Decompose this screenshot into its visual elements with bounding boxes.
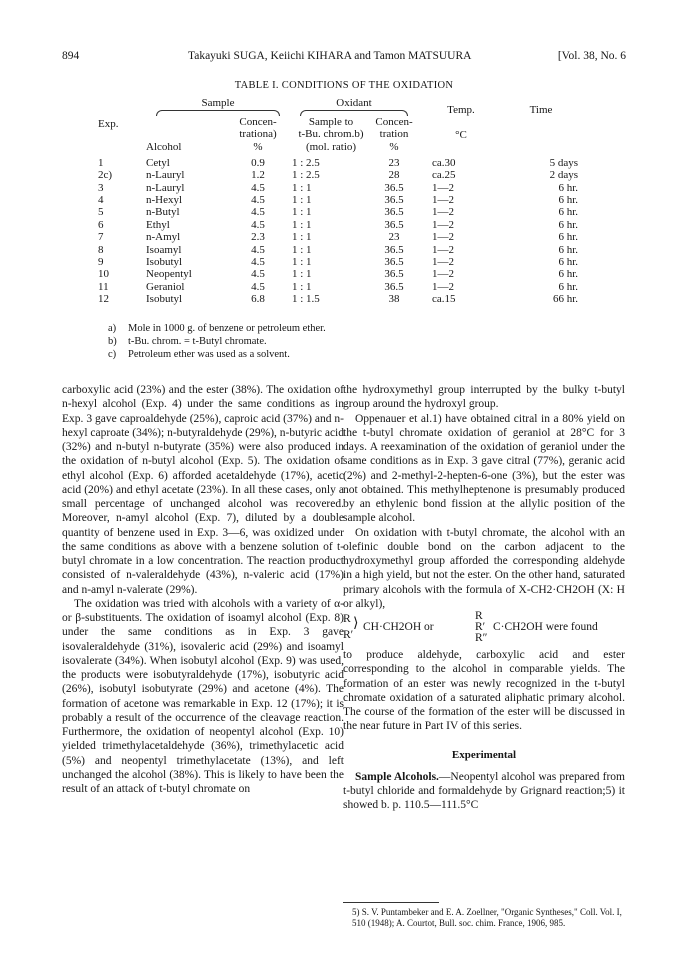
cell-alcohol: Geraniol <box>146 280 185 293</box>
cell-oxconc: 23 <box>388 231 400 244</box>
note-text: Mole in 1000 g. of benzene or petroleum ether. <box>128 323 326 334</box>
right-column <box>343 383 625 813</box>
cell-conc: 4.5 <box>251 280 265 293</box>
cell-oxconc: 36.5 <box>384 255 404 268</box>
cell-exp: 5 <box>98 206 104 219</box>
cell-alcohol: Isoamyl <box>146 243 182 256</box>
cell-temp: 1—2 <box>432 181 454 194</box>
cell-time: 6 hr. <box>558 243 578 256</box>
cell-oxconc: 36.5 <box>384 218 404 231</box>
cell-ratio: 1 : 1 <box>292 268 312 281</box>
col-header-exp: Exp. <box>98 118 119 131</box>
note-key: a) <box>108 323 117 334</box>
cell-conc: 4.5 <box>251 206 265 219</box>
cell-conc: 4.5 <box>251 218 265 231</box>
cell-exp: 6 <box>98 218 104 231</box>
cell-ratio: 1 : 1 <box>292 181 312 194</box>
cell-exp: 7 <box>98 231 104 244</box>
cell-conc: 0.9 <box>251 156 265 169</box>
cell-alcohol: n-Amyl <box>146 231 181 244</box>
cell-temp: 1—2 <box>432 255 454 268</box>
cell-time: 6 hr. <box>558 181 578 194</box>
cell-temp: ca.15 <box>432 293 456 306</box>
running-head-authors: Takayuki SUGA, Keiichi KIHARA and Tamon MATSUURA <box>188 50 472 62</box>
paragraph: On oxidation with t-butyl chromate, the alcohol with an olefinic double bond on the carbon adjacent to the hydroxymethyl group afforded the corresponding aldehyde in a high yield, but not the ester. On the other hand, saturated primary alcohols with the formula of X-CH2·CH2OH (X: H or alkyl), <box>343 526 625 610</box>
cell-ratio: 1 : 2.5 <box>292 156 320 169</box>
table-row <box>98 256 578 268</box>
cell-temp: 1—2 <box>432 268 454 281</box>
cell-oxconc: 36.5 <box>384 280 404 293</box>
footnote-rule <box>343 902 439 903</box>
table-row <box>98 219 578 231</box>
cell-oxconc: 36.5 <box>384 268 404 281</box>
cell-temp: 1—2 <box>432 193 454 206</box>
cell-time: 6 hr. <box>558 280 578 293</box>
cell-exp: 12 <box>98 293 109 306</box>
cell-exp: 9 <box>98 255 104 268</box>
page-number: 894 <box>62 50 80 62</box>
table-notes <box>108 322 326 362</box>
oxidation-conditions-table <box>98 97 578 306</box>
table-title: TABLE I. CONDITIONS OF THE OXIDATION <box>234 80 454 91</box>
cell-ratio: 1 : 2.5 <box>292 169 320 182</box>
cell-time: 6 hr. <box>558 193 578 206</box>
cell-temp: ca.25 <box>432 169 456 182</box>
run-in-heading: Sample Alcohols. <box>355 770 439 783</box>
cell-conc: 1.2 <box>251 169 265 182</box>
cell-conc: 4.5 <box>251 255 265 268</box>
cell-ratio: 1 : 1 <box>292 218 312 231</box>
cell-conc: 2.3 <box>251 231 265 244</box>
cell-oxconc: 36.5 <box>384 181 404 194</box>
col-header-temp: Temp. °C <box>447 104 475 141</box>
table-row <box>98 244 578 256</box>
paragraph: Oppenauer et al.1) have obtained citral in a 80% yield on the t-butyl chromate oxidation of geraniol at 28°C for 3 days. A reexamination of the oxidation of geraniol under the same conditions as in Exp. 3 gave citral (77%), geranic acid (2%) and 2-methyl-2-hepten-6-one (3%), but the ester was not obtained. This methylheptenone is presumably produced by an ethylenic bond fission at the allylic position of the sample alcohol. <box>343 412 625 525</box>
cell-exp: 8 <box>98 243 104 256</box>
table-row <box>98 169 578 181</box>
cell-alcohol: Cetyl <box>146 156 170 169</box>
group-header-sample: Sample <box>146 97 290 116</box>
cell-alcohol: n-Hexyl <box>146 193 183 206</box>
cell-ratio: 1 : 1 <box>292 206 312 219</box>
left-column <box>62 383 344 796</box>
cell-conc: 4.5 <box>251 181 265 194</box>
cell-oxconc: 23 <box>388 156 400 169</box>
paragraph: the hydroxymethyl group interrupted by the bulky t-butyl group around the hydroxyl group. <box>343 384 625 411</box>
cell-time: 6 hr. <box>558 218 578 231</box>
cell-conc: 6.8 <box>251 293 265 306</box>
cell-exp: 1 <box>98 156 104 169</box>
cell-exp: 10 <box>98 268 109 281</box>
cell-alcohol: Neopentyl <box>146 268 192 281</box>
cell-oxconc: 36.5 <box>384 206 404 219</box>
cell-temp: 1—2 <box>432 231 454 244</box>
cell-exp: 4 <box>98 193 104 206</box>
note-key: b) <box>108 336 117 348</box>
cell-time: 6 hr. <box>558 206 578 219</box>
table-row <box>98 206 578 218</box>
note-key: c) <box>108 349 117 361</box>
cell-exp: 3 <box>98 181 104 194</box>
cell-time: 6 hr. <box>558 231 578 244</box>
paragraph: to produce aldehyde, carboxylic acid and ester corresponding to the alcohol in comparable yields. The formation of an ester was newly recognized in the t-butyl chromate oxidation of a saturated aliphatic primary alcohol. The course of the formation of the ester will be discussed in the near future in Part IV of this series. <box>343 649 625 733</box>
paragraph: Sample Alcohols.—Neopentyl alcohol was prepared from t-butyl chloride and formaldehyde by Grignard reaction;5) it showed b. p. 110.5—111.5°C <box>343 770 625 812</box>
cell-oxconc: 28 <box>388 169 400 182</box>
table-row <box>98 194 578 206</box>
structural-formula: R ⟩ R′ CH·CH2OH or R R′ R″ C·CH2OH were found <box>343 610 598 644</box>
cell-ratio: 1 : 1.5 <box>292 293 320 306</box>
group-header-oxidant: Oxidant <box>290 97 418 116</box>
cell-temp: 1—2 <box>432 280 454 293</box>
cell-time: 2 days <box>549 169 578 182</box>
section-heading: Experimental <box>451 748 517 761</box>
cell-conc: 4.5 <box>251 193 265 206</box>
note-text: Petroleum ether was used as a solvent. <box>128 349 290 361</box>
table-note <box>108 348 326 361</box>
cell-ratio: 1 : 1 <box>292 231 312 244</box>
col-header-alcohol: Alcohol <box>146 140 182 153</box>
cell-exp: 2c) <box>98 169 113 182</box>
cell-temp: 1—2 <box>432 243 454 256</box>
cell-time: 5 days <box>549 156 578 169</box>
cell-exp: 11 <box>98 280 109 293</box>
footnote: 5) S. V. Puntambeker and E. A. Zoellner, "Organic Syntheses," Coll. Vol. I, 510 (1948); A. Courtot, Bull. soc. chim. France, 1906, 985. <box>352 907 622 928</box>
table-row <box>98 268 578 280</box>
cell-alcohol: n-Lauryl <box>146 169 185 182</box>
cell-ratio: 1 : 1 <box>292 243 312 256</box>
cell-ratio: 1 : 1 <box>292 193 312 206</box>
cell-alcohol: Isobutyl <box>146 293 183 306</box>
cell-temp: 1—2 <box>432 218 454 231</box>
col-header-ratio: Sample to t-Bu. chrom.b) (mol. ratio) <box>298 116 364 153</box>
running-head-volume: [Vol. 38, No. 6 <box>557 50 626 62</box>
col-header-concentration: Concen- trationa) % <box>239 116 277 153</box>
paragraph: The oxidation was tried with alcohols with a variety of α- or β-substituents. The oxidation of isoamyl alcohol (Exp. 8) under the same conditions as in Exp. 3 gave isovaleraldehyde (31%), isovaleric acid (29%) and isoamyl isovalerate (34%). When isobutyl alcohol (Exp. 9) was used, the products were isobutyraldehyde (17%), isobutyric acid (26%), isobutyl isobutyrate (29%) and acetone (4%). The formation of acetone was remarkable in Exp. 12 (17%); it is probably a result of the occurrence of the cleavage reaction. Furthermore, the oxidation of neopentyl alcohol (Exp. 10) yielded trimethylacetaldehyde (36%), trimethylacetic acid (5%) and neopentyl trimethylacetate (13%), and left unchanged the alcohol (38%). This is likely to have been the result of an attack of t-butyl chromate on <box>62 597 344 795</box>
table-row <box>98 157 578 169</box>
cell-alcohol: Isobutyl <box>146 255 183 268</box>
note-text: t-Bu. chrom. = t-Butyl chromate. <box>128 336 267 348</box>
cell-oxconc: 36.5 <box>384 193 404 206</box>
cell-ratio: 1 : 1 <box>292 280 312 293</box>
cell-ratio: 1 : 1 <box>292 255 312 268</box>
table-note <box>108 335 326 348</box>
cell-temp: 1—2 <box>432 206 454 219</box>
table-row <box>98 231 578 243</box>
table-note <box>108 322 326 335</box>
cell-time: 6 hr. <box>558 255 578 268</box>
cell-conc: 4.5 <box>251 243 265 256</box>
cell-time: 66 hr. <box>552 293 578 306</box>
cell-alcohol: Ethyl <box>146 218 170 231</box>
cell-oxconc: 36.5 <box>384 243 404 256</box>
table-row <box>98 182 578 194</box>
table-row <box>98 293 578 305</box>
cell-oxconc: 38 <box>388 293 400 306</box>
cell-time: 6 hr. <box>558 268 578 281</box>
col-header-oxidant-concentration: Concen- tration % <box>375 116 413 153</box>
cell-alcohol: n-Lauryl <box>146 181 185 194</box>
cell-conc: 4.5 <box>251 268 265 281</box>
cell-temp: ca.30 <box>432 156 456 169</box>
col-header-time: Time <box>529 104 553 117</box>
table-row <box>98 281 578 293</box>
paragraph: carboxylic acid (23%) and the ester (38%). The oxidation of n-hexyl alcohol (Exp. 4) under the same conditions as in Exp. 3 gave caproaldehyde (25%), caproic acid (37%) and n-hexyl caproate (34%); n-butyraldehyde (29%), n-butyric acid (32%) and n-butyl n-butyrate (35%) were also produced in the oxidation of n-butyl alcohol (Exp. 5). The oxidation of ethyl alcohol (Exp. 6) afforded acetaldehyde (17%), acetic acid (20%) and ethyl acetate (23%). In all these cases, only a small percentage of unchanged alcohol was recovered. Moreover, n-amyl alcohol (Exp. 7), diluted by a double quantity of benzene used in Exp. 3—6, was oxidized under the same conditions as above with a benzene solution of t-butyl chromate in a low concentration. The reaction product consisted of n-valeraldehyde (43%), n-valeric acid (17%) and n-amyl n-valerate (29%). <box>62 384 344 596</box>
cell-alcohol: n-Butyl <box>146 206 180 219</box>
